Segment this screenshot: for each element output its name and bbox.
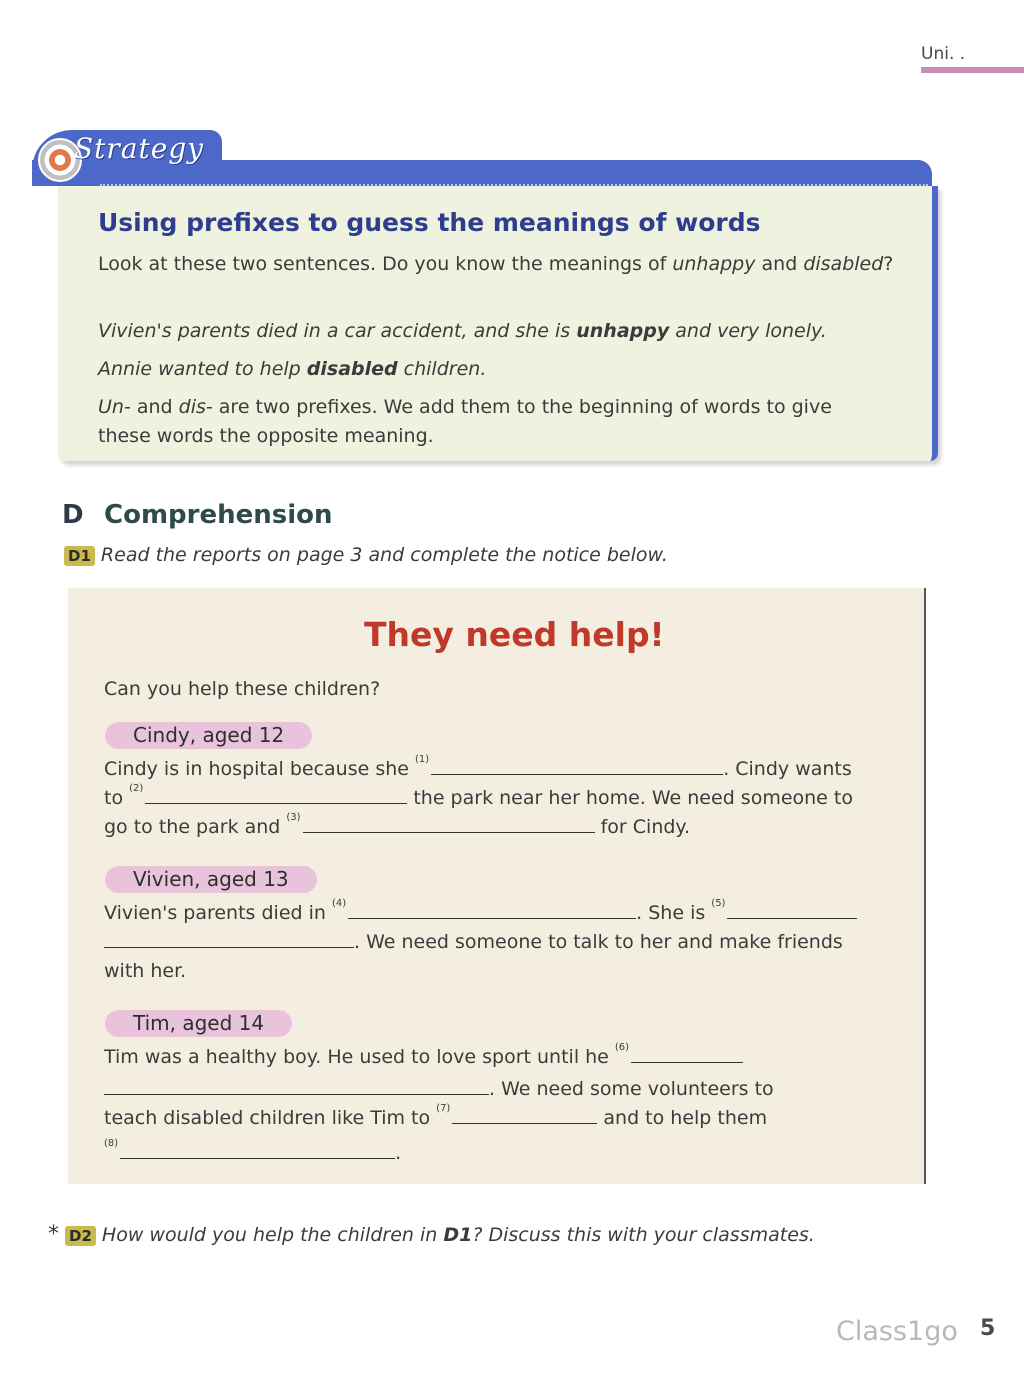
vivien-tag: Vivien, aged 13 [105,866,317,893]
text-span: Vivien's parents died in a car accident, and she is [98,320,577,342]
text-span: . We need some volunteers to [489,1078,774,1100]
d2-instruction [48,1222,815,1247]
text-span: . We need someone to talk to her and make friends [354,931,843,953]
d1-badge: D1 [64,546,95,566]
watermark: Class1go [836,1316,958,1347]
text-span: Look at these two sentences. Do you know the meanings of [98,253,673,275]
text-span: and [755,253,804,275]
blank-number: (8) [104,1138,119,1149]
text-span: . She is [636,902,712,924]
notice-title: They need help! [364,615,665,654]
text-span: the park near her home. We need someone to [407,787,853,809]
text-span: these words the opposite meaning. [98,425,434,447]
text-span: disabled [803,253,884,275]
text-span: ? Discuss this with your classmates. [472,1224,815,1246]
strategy-example-1 [98,317,918,346]
text-span: Vivien's parents died in [104,902,332,924]
vivien-line-3: with her. [104,960,187,982]
blank-number: (5) [711,898,726,909]
star-icon: * [48,1222,59,1247]
text-span: Annie wanted to help [98,358,307,380]
tim-line-2 [104,1078,774,1100]
text-span: and very lonely. [669,320,827,342]
cindy-line-2 [104,783,853,809]
d2-badge: D2 [65,1226,96,1246]
text-span: . Cindy wants [723,758,852,780]
answer-blank-7[interactable] [452,1109,597,1124]
blank-number: (6) [614,1042,630,1053]
strategy-divider [100,184,928,186]
blank-number: (7) [436,1103,451,1114]
text-span: ? [883,253,894,275]
text-span: Read the reports on page 3 and complete the notice below. [94,544,668,566]
section-title: Comprehension [104,500,333,530]
tim-line-4 [104,1138,402,1164]
text-span: children. [397,358,487,380]
cindy-line-3 [104,812,691,838]
blank-number: (4) [331,898,347,909]
vivien-line-2 [104,931,843,953]
answer-blank-2[interactable] [145,789,407,804]
text-span: unhappy [576,320,670,342]
vivien-line-1 [104,898,857,924]
notice-intro: Can you help these children? [104,678,381,700]
unit-label: Uni. . [921,44,966,64]
strategy-title: Using prefixes to guess the meanings of words [98,208,761,237]
answer-blank-6-continued[interactable] [104,1080,489,1095]
text-span: disabled [306,358,398,380]
d1-instruction [64,544,668,566]
text-span: to [104,787,130,809]
answer-blank-8[interactable] [120,1144,395,1159]
text-span: How would you help the children in [95,1224,444,1246]
cindy-line-1 [104,754,852,780]
text-span: Tim was a healthy boy. He used to love sport until he [104,1046,615,1068]
strategy-paragraph-1 [98,250,918,279]
text-span: Un- [98,396,131,418]
blank-number: (1) [415,754,430,765]
tim-tag: Tim, aged 14 [105,1010,292,1037]
text-span: for Cindy. [594,816,691,838]
text-span: D1 [443,1224,473,1246]
answer-blank-5[interactable] [727,904,857,919]
strategy-paragraph-3 [98,393,918,451]
text-span: teach disabled children like Tim to [104,1107,437,1129]
text-span: dis- [178,396,213,418]
cindy-tag: Cindy, aged 12 [105,722,312,749]
answer-blank-3[interactable] [303,818,595,833]
text-span: Cindy is in hospital because she [104,758,416,780]
page-number: 5 [980,1316,996,1341]
text-span: are two prefixes. We add them to the beginning of words to give [212,396,832,418]
tim-line-3 [104,1103,768,1129]
text-span: . [395,1142,402,1164]
text-span: and [130,396,179,418]
text-span: unhappy [672,253,756,275]
answer-blank-4[interactable] [348,904,636,919]
tim-line-1 [104,1042,743,1068]
text-span: go to the park and [104,816,287,838]
strategy-heading: Strategy [74,132,205,165]
answer-blank-5-continued[interactable] [104,933,354,948]
answer-blank-1[interactable] [431,760,723,775]
blank-number: (3) [286,812,301,823]
text-span: and to help them [597,1107,768,1129]
unit-color-bar [921,67,1024,73]
blank-number: (2) [129,783,144,794]
strategy-example-2 [98,355,918,384]
answer-blank-6[interactable] [631,1048,743,1063]
section-letter: D [62,500,84,530]
